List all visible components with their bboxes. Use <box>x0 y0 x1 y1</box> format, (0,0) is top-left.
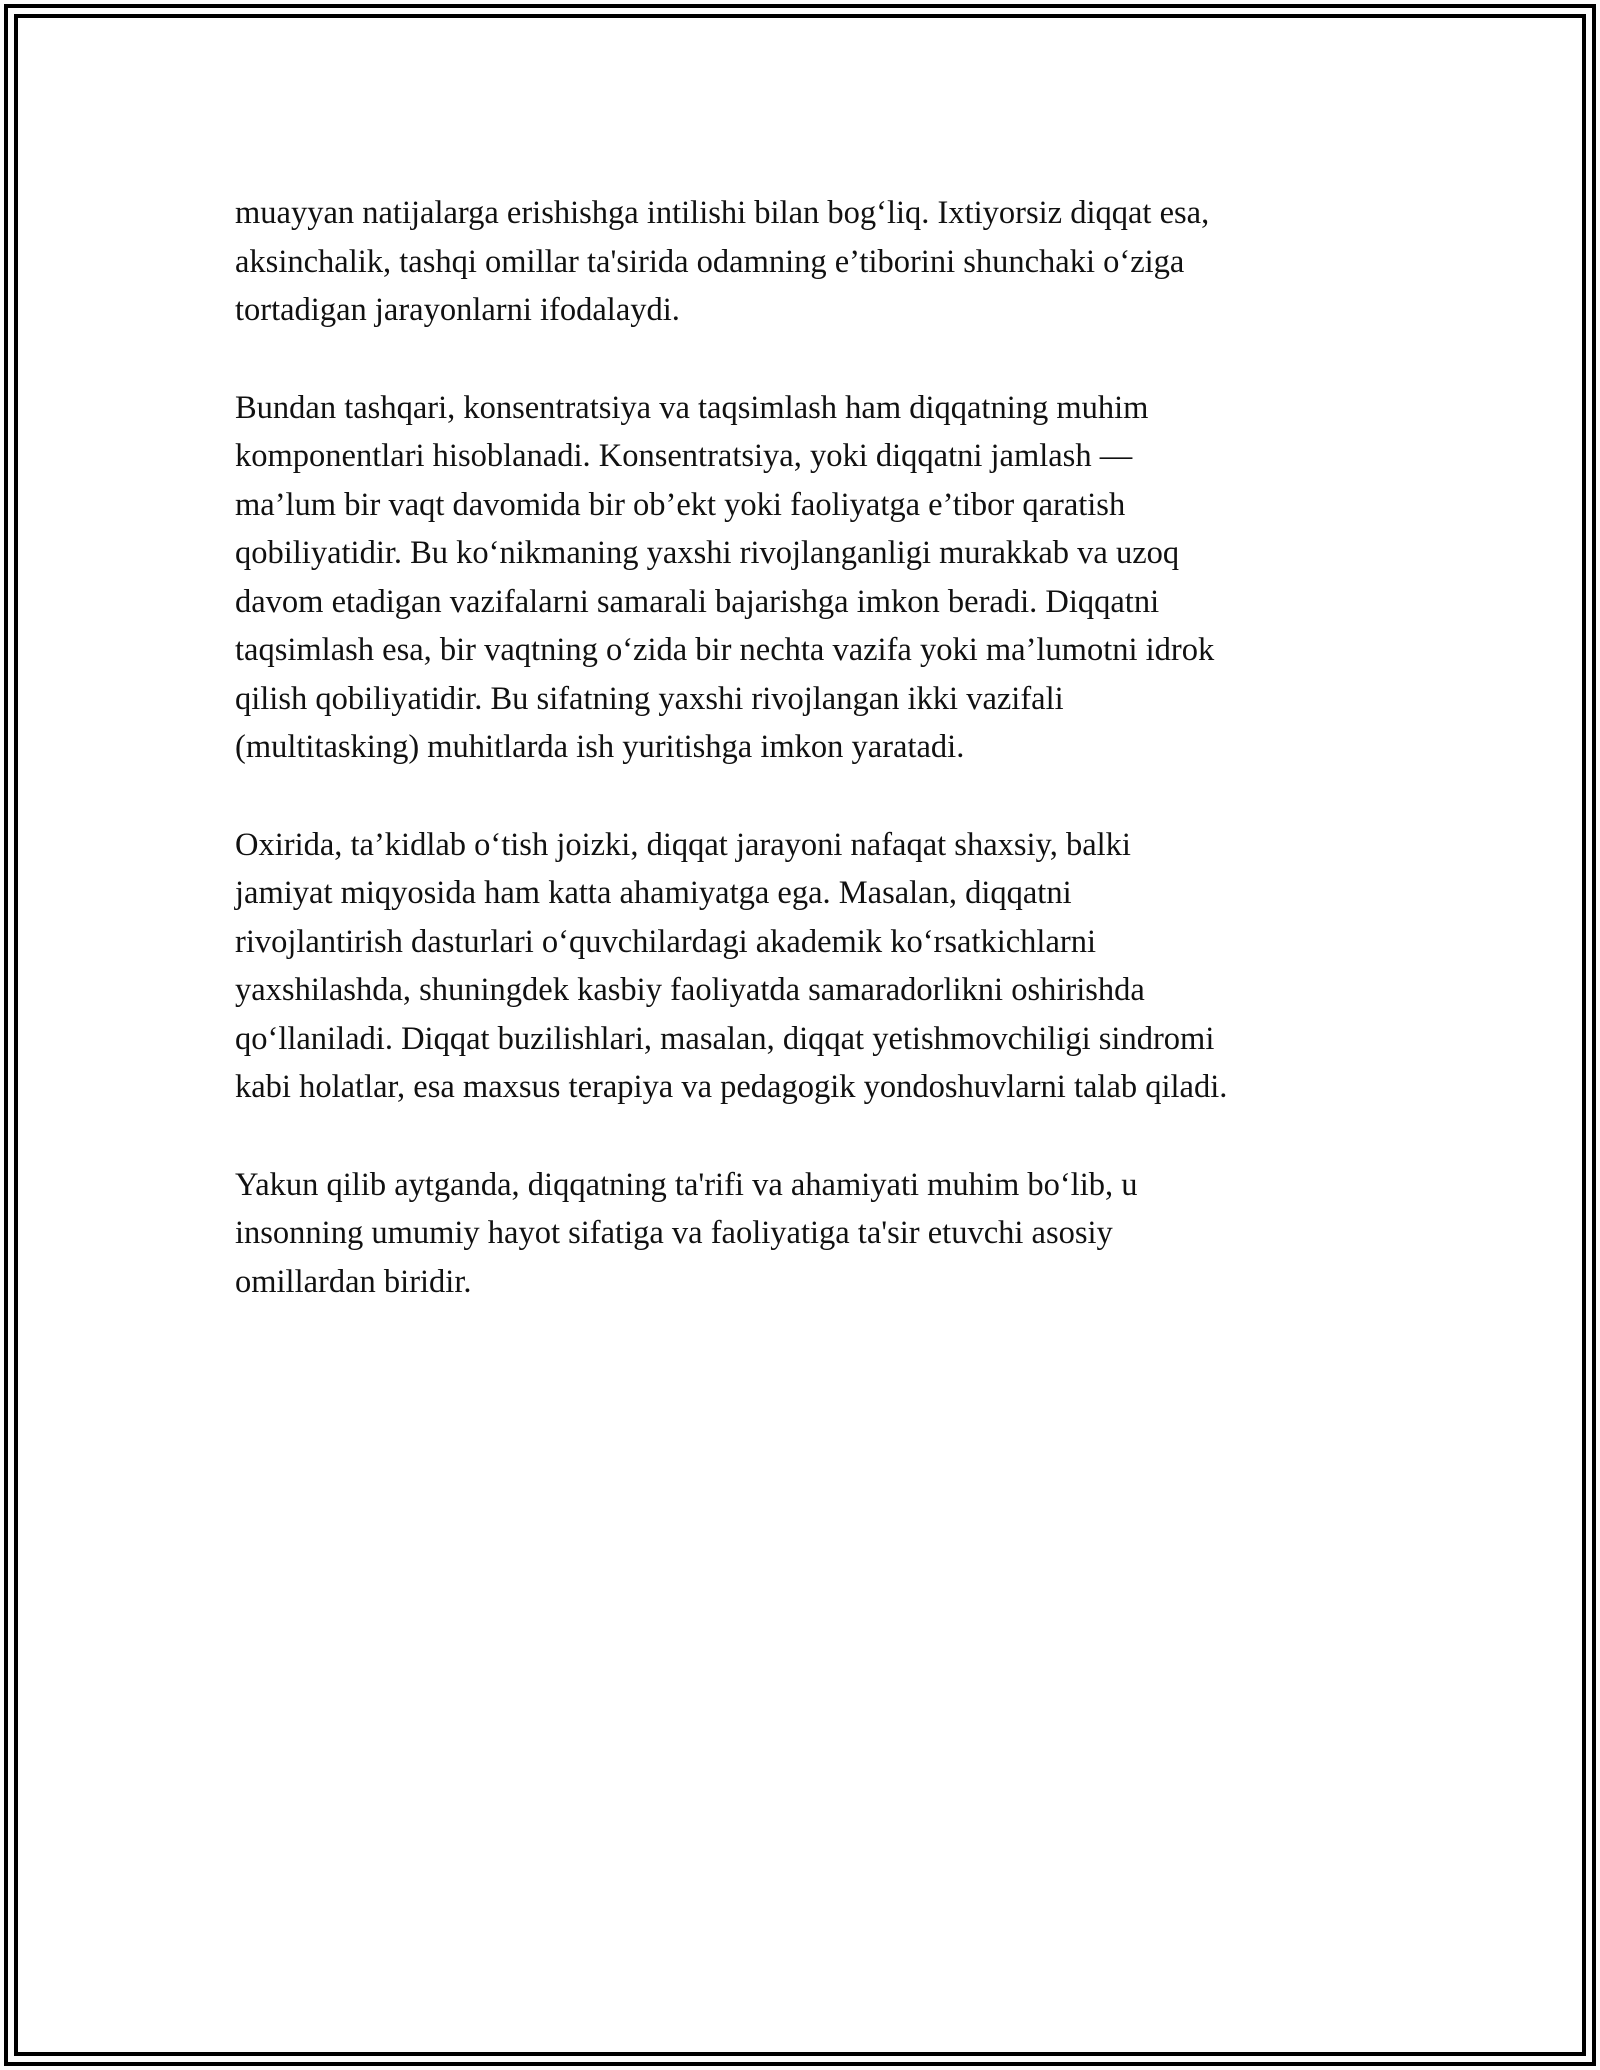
paragraph-1: muayyan natijalarga erishishga intilishi bilan bog‘liq. Ixtiyorsiz diqqat esa, aksinchalik, tashqi omillar ta'sirida odamning e’tiborini shunchaki o‘ziga tortadigan jarayonlarni ifodalaydi. <box>235 195 1210 328</box>
paragraph-2: Bundan tashqari, konsentratsiya va taqsimlash ham diqqatning muhim komponentlari hisoblanadi. Konsentratsiya, yoki diqqatni jamlash — ma’lum bir vaqt davomida bir ob’ekt yoki faoliyatga e’tibor qaratish qobiliyatidir. Bu ko‘nikmaning yaxshi rivojlanganligi murakkab va uzoq davom etadigan vazifalarni samarali bajarishga imkon beradi. Diqqatni taqsimlash esa, bir vaqtning o‘zida bir nechta vazifa yoki ma’lumotni idrok qilish qobiliyatidir. Bu sifatning yaxshi rivojlangan ikki vazifali (multitasking) muhitlarda ish yuritishga imkon yaratadi. <box>235 389 1215 765</box>
paragraph-4: Yakun qilib aytganda, diqqatning ta'rifi va ahamiyati muhim bo‘lib, u insonning umumiy hayot sifatiga va faoliyatiga ta'sir etuvchi asosiy omillardan biridir. <box>235 1166 1138 1300</box>
paragraph-3: Oxirida, ta’kidlab o‘tish joizki, diqqat jarayoni nafaqat shaxsiy, balki jamiyat miqyosida ham katta ahamiyatga ega. Masalan, diqqatni rivojlantirish dasturlari o‘quvchilardagi akademik ko‘rsatkichlarni yaxshilashda, shuningdek kasbiy faoliyatda samaradorlikni oshirishda qo‘llaniladi. Diqqat buzilishlari, masalan, diqqat yetishmovchiligi sindromi kabi holatlar, esa maxsus terapiya va pedagogik yondoshuvlarni talab qiladi. <box>235 826 1228 1105</box>
document-body <box>235 189 1375 1355</box>
